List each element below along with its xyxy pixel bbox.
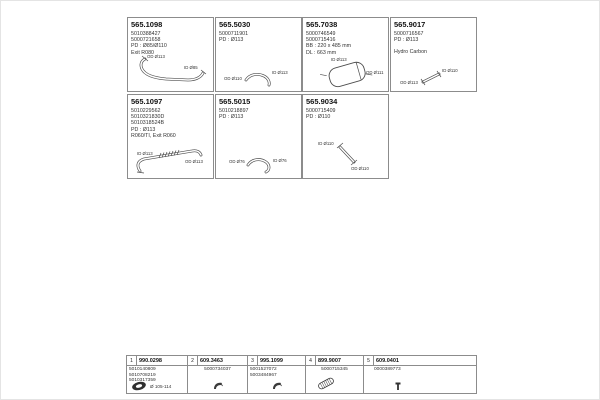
- table-cell-body: [306, 366, 363, 393]
- item-ref: 609.3463: [200, 357, 223, 364]
- part-ref: 565.1097: [131, 97, 163, 106]
- part-number: 5000721658: [131, 36, 161, 43]
- svg-text:ID Ø113: ID Ø113: [137, 151, 153, 156]
- part-box-565-1097: [127, 94, 214, 179]
- part-spec: PD : Ø113: [219, 113, 244, 120]
- table-cell-body: [364, 366, 476, 393]
- part-number: 5000715345: [321, 367, 348, 372]
- part-spec: DL : 663 mm: [306, 49, 337, 56]
- part-number: 5010388427: [131, 30, 161, 37]
- bolt-icon: [394, 382, 401, 391]
- part-number: 5010321830D: [131, 113, 165, 120]
- part-spec: PD : Ø113: [219, 36, 244, 43]
- table-cell-899-9007: [305, 356, 363, 393]
- part-spec: BB : 220 x 485 mm: [306, 43, 352, 50]
- part-number: 5010318524B: [131, 120, 164, 127]
- item-ref: 995.1099: [260, 357, 283, 364]
- svg-text:OD Ø113: OD Ø113: [147, 54, 165, 59]
- part-ref: 565.9034: [306, 97, 338, 106]
- item-index: 4: [306, 356, 316, 365]
- part-box-565-5015: [215, 94, 302, 179]
- table-cell-990-0298: [127, 356, 187, 393]
- table-cell-995-1099: [247, 356, 305, 393]
- item-ref: 899.9007: [318, 357, 341, 364]
- part-number: 5010218897: [219, 107, 249, 114]
- svg-text:ID Ø113: ID Ø113: [331, 57, 347, 62]
- part-box-565-9034: [302, 94, 389, 179]
- part-spec: Exit R080: [131, 49, 154, 56]
- part-ref: 565.1098: [131, 20, 163, 29]
- part-spec: PD : Ø113: [131, 126, 156, 133]
- part-spec: PD : Ø85/Ø110: [131, 43, 167, 50]
- clamp-icon: [212, 380, 224, 391]
- table-cell-header: [306, 356, 363, 366]
- table-cell-609-0401: [363, 356, 476, 393]
- svg-text:ID Ø110: ID Ø110: [442, 68, 458, 73]
- part-number: 5010229562: [131, 107, 161, 114]
- part-ref: 565.9017: [394, 20, 426, 29]
- short-pipe-drawing-icon: [393, 63, 474, 89]
- part-spec: PD : Ø113: [394, 36, 419, 43]
- part-number: 5000715416: [306, 36, 336, 43]
- flex-pipe-icon: [315, 376, 337, 391]
- item-index: 3: [248, 356, 258, 365]
- gasket-ring-icon: [130, 380, 148, 392]
- muffler-drawing-icon: [305, 55, 386, 89]
- svg-text:OD Ø110: OD Ø110: [224, 76, 242, 81]
- clamp-icon: [271, 380, 283, 391]
- part-number: 5000715409: [306, 107, 336, 114]
- part-box-565-9017: [390, 17, 477, 92]
- table-cell-header: [364, 356, 476, 366]
- item-index: 1: [127, 356, 137, 365]
- svg-text:ID Ø113: ID Ø113: [272, 70, 288, 75]
- svg-text:OD Ø113: OD Ø113: [185, 159, 203, 164]
- svg-text:ID Ø85: ID Ø85: [184, 65, 198, 70]
- item-index: 2: [188, 356, 198, 365]
- part-box-565-7038: [302, 17, 389, 92]
- item-index: 5: [364, 356, 374, 365]
- flex-pipe-drawing-icon: [130, 138, 211, 176]
- svg-text:ID Ø110: ID Ø110: [318, 141, 334, 146]
- table-cell-body: [248, 366, 305, 393]
- part-number: 5000746549: [306, 30, 336, 37]
- table-cell-609-3463: [187, 356, 247, 393]
- elbow-pipe-drawing-icon: [218, 63, 299, 89]
- item-ref: 609.0401: [376, 357, 399, 364]
- gasket-size-note: Ø 105-114: [150, 383, 172, 389]
- part-box-565-1098: [127, 17, 214, 92]
- svg-text:OD Ø110: OD Ø110: [351, 166, 369, 171]
- part-box-565-5030: [215, 17, 302, 92]
- svg-text:OD Ø113: OD Ø113: [400, 80, 418, 85]
- small-pipe-drawing-icon: [218, 148, 299, 176]
- part-spec: PD : Ø110: [306, 113, 331, 120]
- table-cell-body: [188, 366, 247, 393]
- part-ref: 565.7038: [306, 20, 338, 29]
- part-number: 5010708219: [129, 372, 156, 378]
- part-ref: 565.5030: [219, 20, 251, 29]
- svg-text:OD Ø76: OD Ø76: [229, 159, 245, 164]
- svg-text:OD Ø111: OD Ø111: [366, 70, 384, 75]
- part-number: 5000711901: [219, 30, 249, 37]
- accessories-table: [126, 355, 477, 394]
- part-number: 5000734037: [204, 367, 231, 372]
- table-cell-header: [248, 356, 305, 366]
- part-ref: 565.5015: [219, 97, 251, 106]
- exhaust-pipe-drawing-icon: [130, 53, 211, 89]
- part-note: Hydro Carbon: [394, 49, 427, 56]
- part-number: 5010317359: [129, 378, 156, 384]
- part-number: 5003484967: [250, 372, 277, 378]
- part-number: 5001527072: [250, 367, 277, 372]
- table-cell-body: [127, 366, 187, 393]
- table-cell-header: [188, 356, 247, 366]
- table-cell-header: [127, 356, 187, 366]
- part-number: 0000389773: [374, 367, 401, 372]
- part-number: 5000716567: [394, 30, 424, 37]
- svg-text:ID Ø76: ID Ø76: [273, 158, 287, 163]
- item-ref: 990.0298: [139, 357, 162, 364]
- part-spec: R060/TI, Exit R060: [131, 133, 176, 140]
- part-number: 5010140809: [129, 367, 156, 372]
- diagonal-pipe-drawing-icon: [305, 134, 386, 176]
